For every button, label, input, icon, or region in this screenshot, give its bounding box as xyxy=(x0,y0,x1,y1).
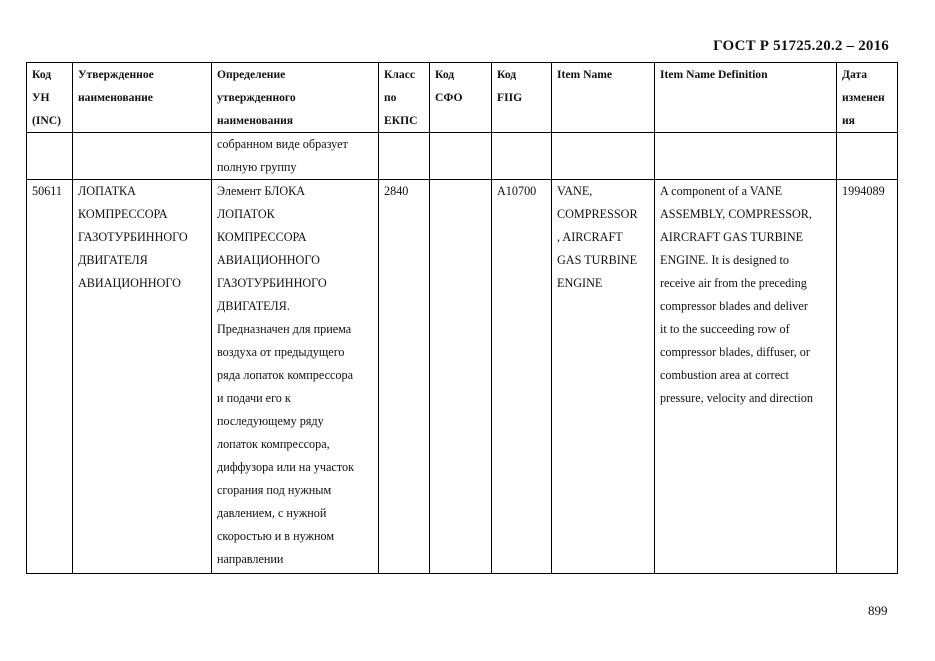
cell-inc xyxy=(27,133,73,180)
table-row-continuation xyxy=(27,133,898,180)
cell-item-definition: A component of a VANE ASSEMBLY, COMPRESSOR, AIRCRAFT GAS TURBINE ENGINE. It is designed to receive air from the preceding compressor blades and deliver it to the succeeding row of compressor blades, diffuser, or combustion area at correct pressure, velocity and direction xyxy=(655,180,837,574)
cell-fiig: A10700 xyxy=(492,180,552,574)
column-header-item-name: Item Name xyxy=(552,63,655,133)
column-header-inc: Код УН (INC) xyxy=(27,63,73,133)
cell-date: 1994089 xyxy=(837,180,898,574)
cell-approved-name: ЛОПАТКА КОМПРЕССОРА ГАЗОТУРБИННОГО ДВИГАТЕЛЯ АВИАЦИОННОГО xyxy=(73,180,212,574)
cell-definition: Элемент БЛОКА ЛОПАТОК КОМПРЕССОРА АВИАЦИОННОГО ГАЗОТУРБИННОГО ДВИГАТЕЛЯ. Предназначен для приема воздуха от предыдущего ряда лопаток компрессора и подачи его к последующему ряду лопаток компрессора, диффузора или на участок сгорания под нужным давлением, с нужной скоростью и в нужном направлении xyxy=(212,180,379,574)
page-number: 899 xyxy=(868,603,888,618)
cell-date xyxy=(837,133,898,180)
column-header-item-definition: Item Name Definition xyxy=(655,63,837,133)
column-header-sfo: Код СФО xyxy=(430,63,492,133)
cell-item-name: VANE, COMPRESSOR , AIRCRAFT GAS TURBINE ENGINE xyxy=(552,180,655,574)
cell-class xyxy=(379,133,430,180)
cell-sfo xyxy=(430,133,492,180)
cell-class: 2840 xyxy=(379,180,430,574)
cell-item-definition xyxy=(655,133,837,180)
column-header-definition: Определение утвержденного наименования xyxy=(212,63,379,133)
column-header-fiig: Код FIIG xyxy=(492,63,552,133)
column-header-approved-name: Утвержденное наименование xyxy=(73,63,212,133)
cell-definition: собранном виде образует полную группу xyxy=(212,133,379,180)
cell-approved-name xyxy=(73,133,212,180)
cell-inc: 50611 xyxy=(27,180,73,574)
classifier-table xyxy=(26,62,898,574)
cell-item-name xyxy=(552,133,655,180)
column-header-class: Класс по ЕКПС xyxy=(379,63,430,133)
column-header-date: Дата изменен ия xyxy=(837,63,898,133)
cell-fiig xyxy=(492,133,552,180)
cell-sfo xyxy=(430,180,492,574)
table-row xyxy=(27,180,898,574)
document-standard-header: ГОСТ Р 51725.20.2 – 2016 xyxy=(713,38,889,54)
table-header-row xyxy=(27,63,898,133)
